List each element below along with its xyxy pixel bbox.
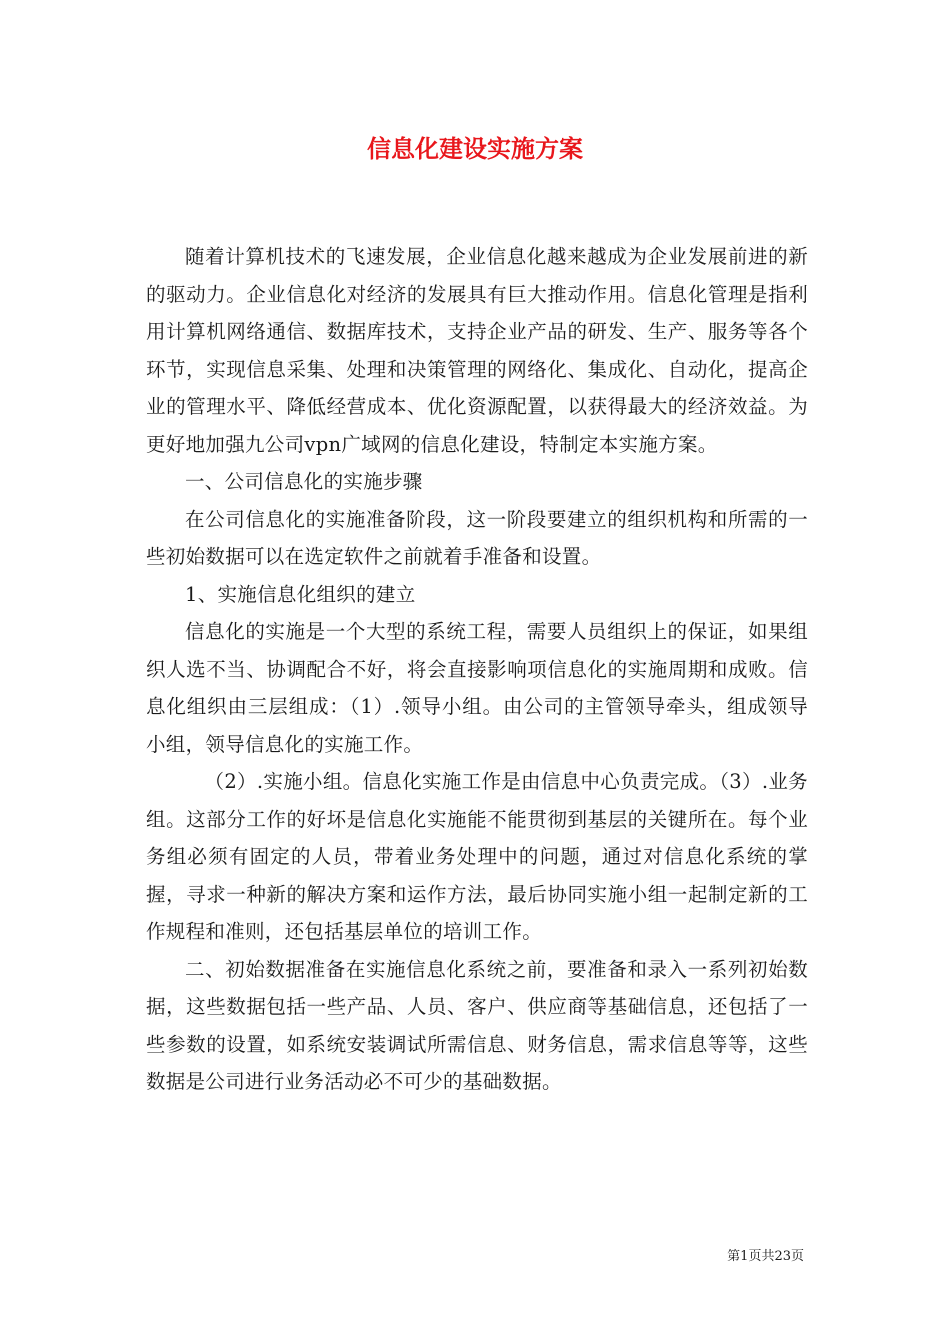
document-body — [146, 238, 808, 1101]
paragraph-intro: 随着计算机技术的飞速发展，企业信息化越来越成为企业发展前进的新的驱动力。企业信息化对经济的发展具有巨大推动作用。信息化管理是指利用计算机网络通信、数据库技术，支持企业产品的研发、生产、服务等各个环节，实现信息采集、处理和决策管理的网络化、集成化、自动化，提高企业的管理水平、降低经营成本、优化资源配置，以获得最大的经济效益。为更好地加强九公司vpn广域网的信息化建设，特制定本实施方案。 — [146, 245, 808, 456]
paragraph-initial-data: 二、初始数据准备在实施信息化系统之前，要准备和录入一系列初始数据，这些数据包括一些产品、人员、客户、供应商等基础信息，还包括了一些参数的设置，如系统安装调试所需信息、财务信息，需求信息等等，这些数据是公司进行业务活动必不可少的基础数据。 — [146, 957, 808, 1093]
paragraph-organization: 信息化的实施是一个大型的系统工程，需要人员组织上的保证，如果组织人选不当、协调配合不好，将会直接影响项信息化的实施周期和成败。信息化组织由三层组成：（1）.领导小组。由公司的主管领导牵头，组成领导小组，领导信息化的实施工作。 — [146, 620, 808, 756]
page-number: 第1页共23页 — [727, 1249, 804, 1264]
paragraph-preparation: 在公司信息化的实施准备阶段，这一阶段要建立的组织机构和所需的一些初始数据可以在选定软件之前就着手准备和设置。 — [146, 507, 808, 568]
heading-organization: 1、实施信息化组织的建立 — [185, 582, 416, 606]
paragraph-groups: （2）.实施小组。信息化实施工作是由信息中心负责完成。（3）.业务组。这部分工作的好坏是信息化实施能不能贯彻到基层的关键所在。每个业务组必须有固定的人员，带着业务处理中的问题，通过对信息化系统的掌握，寻求一种新的解决方案和运作方法，最后协同实施小组一起制定新的工作规程和准则，还包括基层单位的培训工作。 — [146, 770, 808, 943]
heading-implementation-steps: 一、公司信息化的实施步骤 — [185, 470, 423, 493]
document-title: 信息化建设实施方案 — [367, 135, 583, 163]
